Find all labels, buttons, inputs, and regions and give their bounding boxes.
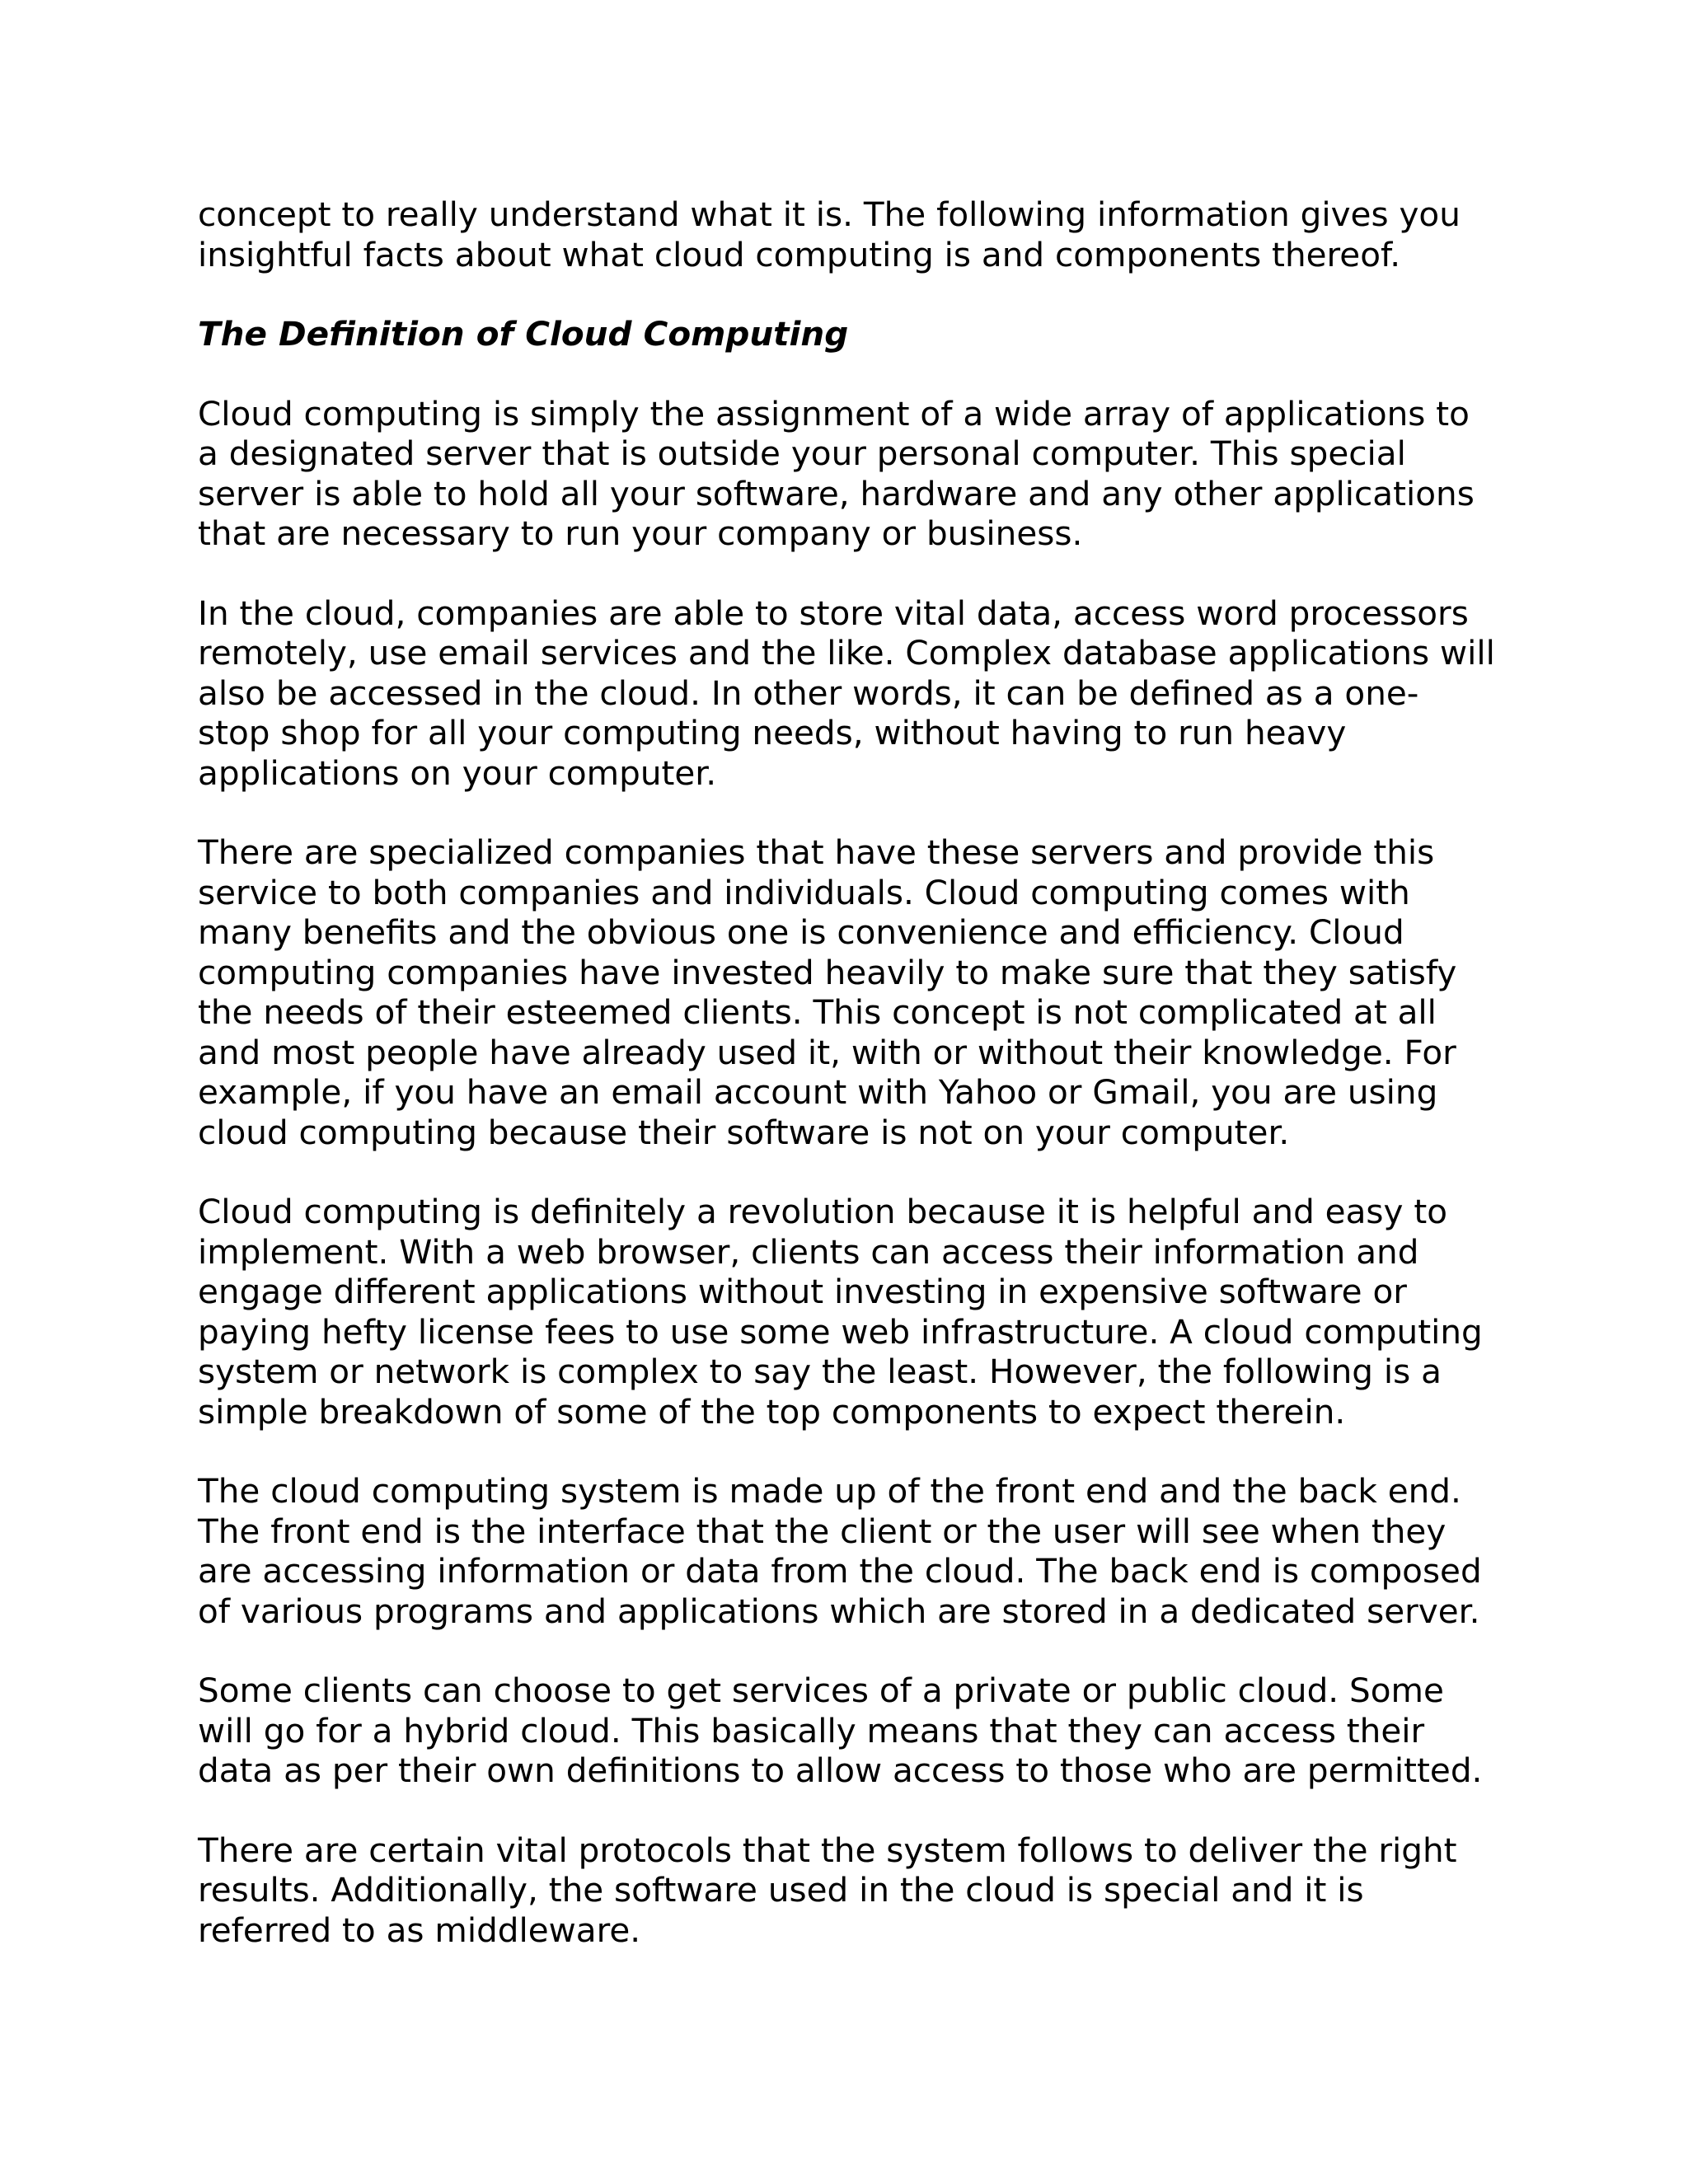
text-line: and most people have already used it, with or without their knowledge. For bbox=[198, 1032, 1456, 1072]
paragraph-protocols bbox=[198, 1830, 1533, 1951]
text-line: There are specialized companies that have these servers and provide this bbox=[198, 832, 1435, 872]
text-line: the needs of their esteemed clients. This concept is not complicated at all bbox=[198, 992, 1437, 1032]
text-line: engage different applications without investing in expensive software or bbox=[198, 1272, 1407, 1311]
paragraph-revolution bbox=[198, 1192, 1533, 1432]
text-line: referred to as middleware. bbox=[198, 1910, 641, 1950]
text-line: paying hefty license fees to use some web infrastructure. A cloud computing bbox=[198, 1311, 1483, 1352]
text-line: many benefits and the obvious one is convenience and efficiency. Cloud bbox=[198, 912, 1404, 952]
text-line: system or network is complex to say the least. However, the following is a bbox=[198, 1352, 1442, 1391]
text-line: data as per their own definitions to allow access to those who are permitted. bbox=[198, 1750, 1483, 1790]
text-line: that are necessary to run your company or business. bbox=[198, 513, 1083, 553]
text-line: computing companies have invested heavily to make sure that they satisfy bbox=[198, 952, 1457, 992]
text-line: implement. With a web browser, clients can access their information and bbox=[198, 1231, 1419, 1272]
paragraph-specialized-companies bbox=[198, 832, 1533, 1152]
text-line: simple breakdown of some of the top components to expect therein. bbox=[198, 1391, 1346, 1432]
intro-paragraph bbox=[198, 194, 1533, 274]
document-body bbox=[198, 194, 1533, 1990]
text-line: will go for a hybrid cloud. This basically means that they can access their bbox=[198, 1710, 1425, 1750]
text-line: The front end is the interface that the client or the user will see when they bbox=[198, 1511, 1447, 1551]
text-line: remotely, use email services and the like. Complex database applications will bbox=[198, 633, 1495, 673]
text-line: Cloud computing is definitely a revolution because it is helpful and easy to bbox=[198, 1192, 1447, 1231]
text-line: Cloud computing is simply the assignment of a wide array of applications to bbox=[198, 393, 1470, 434]
paragraph-front-back-end bbox=[198, 1471, 1533, 1631]
text-line: applications on your computer. bbox=[198, 752, 717, 793]
paragraph-definition bbox=[198, 394, 1533, 554]
text-line: Some clients can choose to get services of a private or public cloud. Some bbox=[198, 1671, 1444, 1710]
text-line: example, if you have an email account with Yahoo or Gmail, you are using bbox=[198, 1072, 1438, 1112]
text-line: are accessing information or data from the cloud. The back end is composed bbox=[198, 1551, 1482, 1591]
text-line: service to both companies and individuals. Cloud computing comes with bbox=[198, 872, 1410, 912]
text-line: The cloud computing system is made up of the front end and the back end. bbox=[198, 1471, 1461, 1511]
text-line: insightful facts about what cloud computing is and components thereof. bbox=[198, 234, 1401, 274]
text-line: server is able to hold all your software, hardware and any other applications bbox=[198, 473, 1475, 513]
text-line: There are certain vital protocols that the system follows to deliver the right bbox=[198, 1830, 1457, 1870]
paragraph-in-the-cloud bbox=[198, 593, 1533, 794]
text-line: of various programs and applications which are stored in a dedicated server. bbox=[198, 1591, 1480, 1631]
text-line: stop shop for all your computing needs, without having to run heavy bbox=[198, 713, 1347, 752]
text-line: In the cloud, companies are able to store vital data, access word processors bbox=[198, 593, 1469, 633]
text-line: results. Additionally, the software used in the cloud is special and it is bbox=[198, 1870, 1364, 1910]
paragraph-private-public bbox=[198, 1671, 1533, 1791]
text-line: also be accessed in the cloud. In other words, it can be defined as a one- bbox=[198, 673, 1419, 713]
text-line: a designated server that is outside your personal computer. This special bbox=[198, 434, 1406, 473]
text-line: concept to really understand what it is. The following information gives you bbox=[198, 194, 1461, 234]
section-heading: The Definition of Cloud Computing bbox=[198, 314, 849, 354]
text-line: cloud computing because their software is not on your computer. bbox=[198, 1112, 1290, 1152]
